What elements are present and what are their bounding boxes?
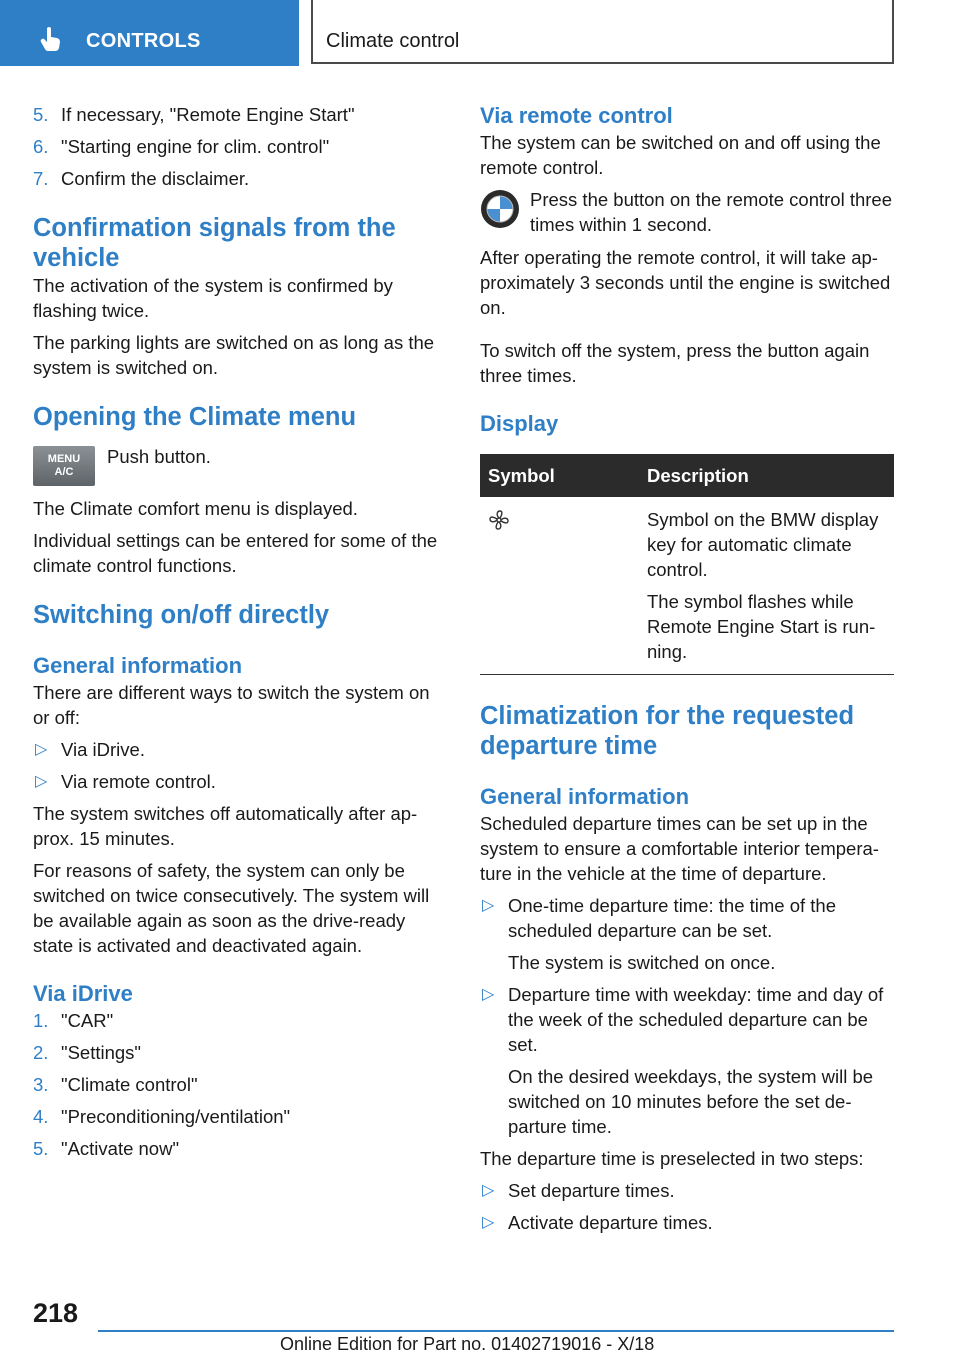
paragraph: There are different ways to switch the system on or off: [33,682,430,728]
chapter-title: Climate control [326,30,460,52]
bullet-subtext: On the desired weekdays, the system will be switched on 10 minutes before the set de‐parture time. [508,1066,874,1137]
paragraph: The departure time is preselected in two steps: [480,1148,864,1169]
bullet-item [480,982,894,1057]
hand-pointer-icon [38,25,66,53]
paragraph: The system can be switched on and off using the remote control. [480,132,881,178]
paragraph: For reasons of safety, the system can only be switched on twice consecutively. The system will be available again as soon as the drive-ready state is activated and deactivated again. [33,860,430,956]
list-item [33,1104,447,1129]
menu-button-row [33,444,447,488]
bullet-text: Via iDrive. [61,739,145,760]
paragraph: The Climate comfort menu is displayed. [33,498,358,519]
step-number: 5. [33,1138,49,1159]
general-info-subheading: General information [480,784,690,809]
confirmation-heading: Confirmation signals from the vehicle [33,214,396,272]
bullet-item [480,893,894,943]
description-text: The symbol flashes while Remote Engine Start is run‐ning. [647,591,876,662]
bullet-item [33,769,447,794]
step-text: "Preconditioning/ventilation" [61,1106,291,1127]
column-header-symbol: Symbol [480,454,639,497]
triangle-bullet-icon: ▷ [482,1214,495,1231]
step-number: 2. [33,1042,49,1063]
key-label-top: MENU [47,453,81,465]
step-number: 7. [33,168,49,189]
step-number: 5. [33,104,49,125]
list-item [33,1040,447,1065]
triangle-bullet-icon: ▷ [35,773,48,790]
general-info-subheading: General information [33,653,243,678]
table-row [480,497,894,675]
chapter-header [311,0,894,64]
paragraph: After operating the remote control, it will take ap‐proximately 3 seconds until the engine is switched on. [480,247,891,318]
symbol-cell [480,497,639,675]
key-label-bottom: A/C [54,466,74,478]
menu-ac-button-icon [33,446,95,486]
step-number: 1. [33,1010,49,1031]
numbered-list [33,102,447,191]
column-header-description: Description [639,454,894,497]
paragraph: The parking lights are switched on as long as the system is switched on. [33,332,435,378]
step-text: If necessary, "Remote Engine Start" [61,104,355,125]
switching-heading: Switching on/off directly [33,601,330,629]
climatization-heading: Climatization for the requested departure time [480,702,855,760]
right-column [480,102,894,1242]
list-item [33,102,447,127]
bmw-logo-icon [480,189,520,229]
triangle-bullet-icon: ▷ [35,741,48,758]
step-number: 4. [33,1106,49,1127]
bullet-item [480,1178,894,1203]
section-title: CONTROLS [86,30,201,52]
list-item [33,166,447,191]
bullet-item [33,737,447,762]
bullet-text: Activate departure times. [508,1212,713,1233]
step-text: "Settings" [61,1042,141,1063]
step-text: "Climate control" [61,1074,198,1095]
instruction-text: Push button. [107,446,211,467]
page-number: 218 [33,1298,79,1328]
bullet-text: One-time departure time: the time of the scheduled departure can be set. [508,895,837,941]
table-header-row [480,454,894,497]
step-number: 6. [33,136,49,157]
via-idrive-heading: Via iDrive [33,981,133,1006]
bullet-item [480,1210,894,1235]
paragraph: Individual settings can be entered for some of the climate control functions. [33,530,438,576]
step-text: "Activate now" [61,1138,180,1159]
list-item [33,134,447,159]
via-remote-heading: Via remote control [480,103,673,128]
step-text: Confirm the disclaimer. [61,168,250,189]
paragraph: Scheduled departure times can be set up in the system to ensure a comfortable interior tempera‐ture in the vehicle at the time of departure. [480,813,879,884]
triangle-bullet-icon: ▷ [482,897,495,914]
list-item [33,1136,447,1161]
paragraph: The system switches off automatically after ap‐prox. 15 minutes. [33,803,418,849]
bullet-text: Via remote control. [61,771,216,792]
step-text: "CAR" [61,1010,114,1031]
edition-text: Online Edition for Part no. 01402719016 - X/18 [280,1334,655,1354]
fan-icon [488,509,510,531]
opening-heading: Opening the Climate menu [33,403,357,431]
footer-divider [98,1330,894,1332]
paragraph: To switch off the system, press the button again three times. [480,340,870,386]
triangle-bullet-icon: ▷ [482,986,495,1003]
section-tab [0,0,299,66]
description-text: Symbol on the BMW display key for automatic climate control. [647,509,879,580]
instruction-text: Press the button on the remote control three times within 1 second. [530,189,892,235]
description-cell [639,497,894,675]
bullet-subtext: The system is switched on once. [508,952,776,973]
bullet-text: Set departure times. [508,1180,675,1201]
triangle-bullet-icon: ▷ [482,1182,495,1199]
left-column [33,102,447,1168]
list-item [33,1072,447,1097]
display-table [480,454,894,675]
display-heading: Display [480,411,559,436]
list-item [33,1008,447,1033]
paragraph: The activation of the system is confirmed by flashing twice. [33,275,393,321]
bullet-text: Departure time with weekday: time and day of the week of the scheduled departure can be set. [508,984,884,1055]
step-text: "Starting engine for clim. control" [61,136,330,157]
step-number: 3. [33,1074,49,1095]
remote-button-row [480,187,894,237]
